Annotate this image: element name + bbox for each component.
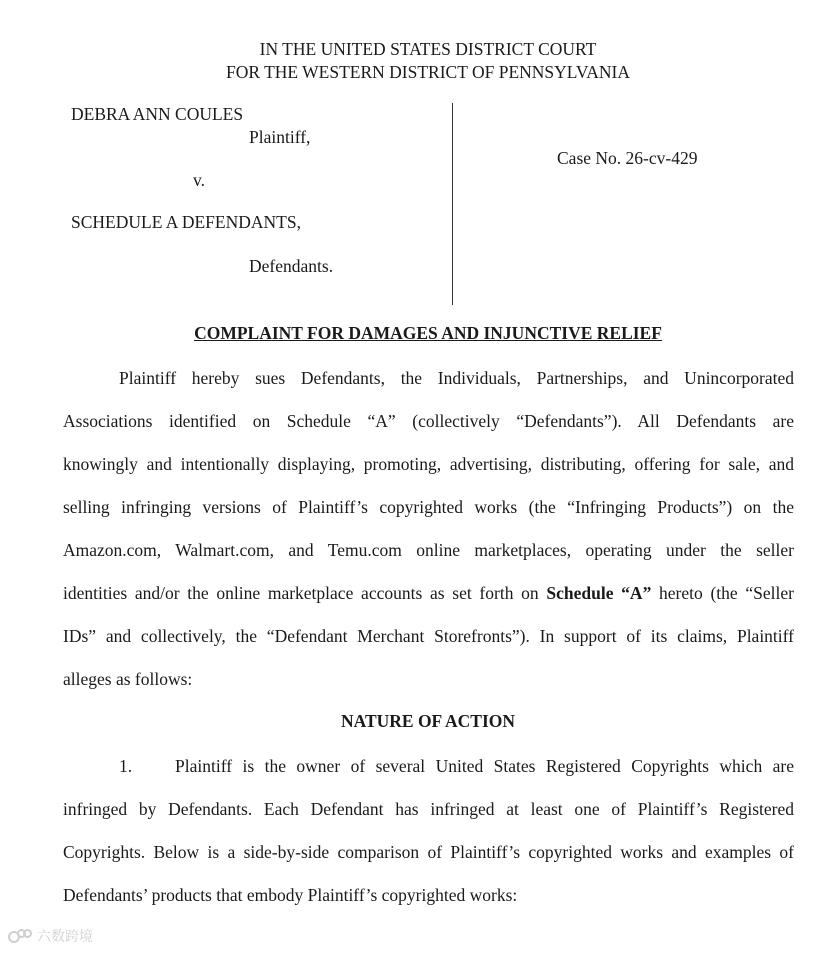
versus-label: v. [193, 170, 205, 190]
section-heading: NATURE OF ACTION [340, 711, 516, 731]
court-name: IN THE UNITED STATES DISTRICT COURT [259, 39, 597, 59]
plaintiff-name: DEBRA ANN COULES [71, 104, 244, 124]
defendant-role: Defendants. [249, 256, 334, 276]
defendant-name: SCHEDULE A DEFENDANTS, [71, 212, 301, 232]
intro-line: Plaintiff hereby sues Defendants, the Individuals, Partnerships, and Unincorporated [119, 368, 794, 388]
case-number: Case No. 26-cv-429 [557, 148, 698, 168]
paragraph-line: Copyrights. Below is a side-by-side comparison of Plaintiff’s copyrighted works and examples of [63, 842, 794, 862]
watermark [8, 926, 93, 946]
caption-divider [452, 103, 453, 305]
document-title: COMPLAINT FOR DAMAGES AND INJUNCTIVE RELIEF [194, 323, 662, 343]
intro-line: alleges as follows: [63, 669, 193, 689]
intro-paragraph [63, 357, 794, 701]
intro-line: Amazon.com, Walmart.com, and Temu.com online marketplaces, operating under the seller [63, 540, 794, 560]
court-district: FOR THE WESTERN DISTRICT OF PENNSYLVANIA [225, 62, 630, 82]
intro-line: IDs” and collectively, the “Defendant Merchant Storefronts”). In support of its claims, Plaintiff [63, 626, 794, 646]
paragraph-line: 1. Plaintiff is the owner of several United States Registered Copyrights which are [63, 745, 794, 788]
court-header [0, 38, 830, 84]
intro-line: knowingly and intentionally displaying, promoting, advertising, distributing, offering for sale, and [63, 454, 794, 474]
intro-line: Associations identified on Schedule “A” (collectively “Defendants”). All Defendants are [63, 411, 794, 431]
watermark-text: 六数跨境 [37, 929, 93, 945]
intro-line: selling infringing versions of Plaintiff’s copyrighted works (the “Infringing Products”) on the [63, 497, 794, 517]
plaintiff-role: Plaintiff, [249, 127, 311, 147]
paragraph-number: 1. [119, 756, 133, 776]
schedule-a-reference: Schedule “A” [546, 583, 652, 603]
intro-line: identities and/or the online marketplace accounts as set forth on Schedule “A” hereto (the “Seller [63, 583, 794, 603]
paragraph-1 [63, 745, 794, 917]
watermark-logo-icon [8, 929, 34, 943]
paragraph-line: infringed by Defendants. Each Defendant has infringed at least one of Plaintiff’s Registered [63, 799, 794, 819]
paragraph-line: Defendants’ products that embody Plaintiff’s copyrighted works: [63, 885, 518, 905]
